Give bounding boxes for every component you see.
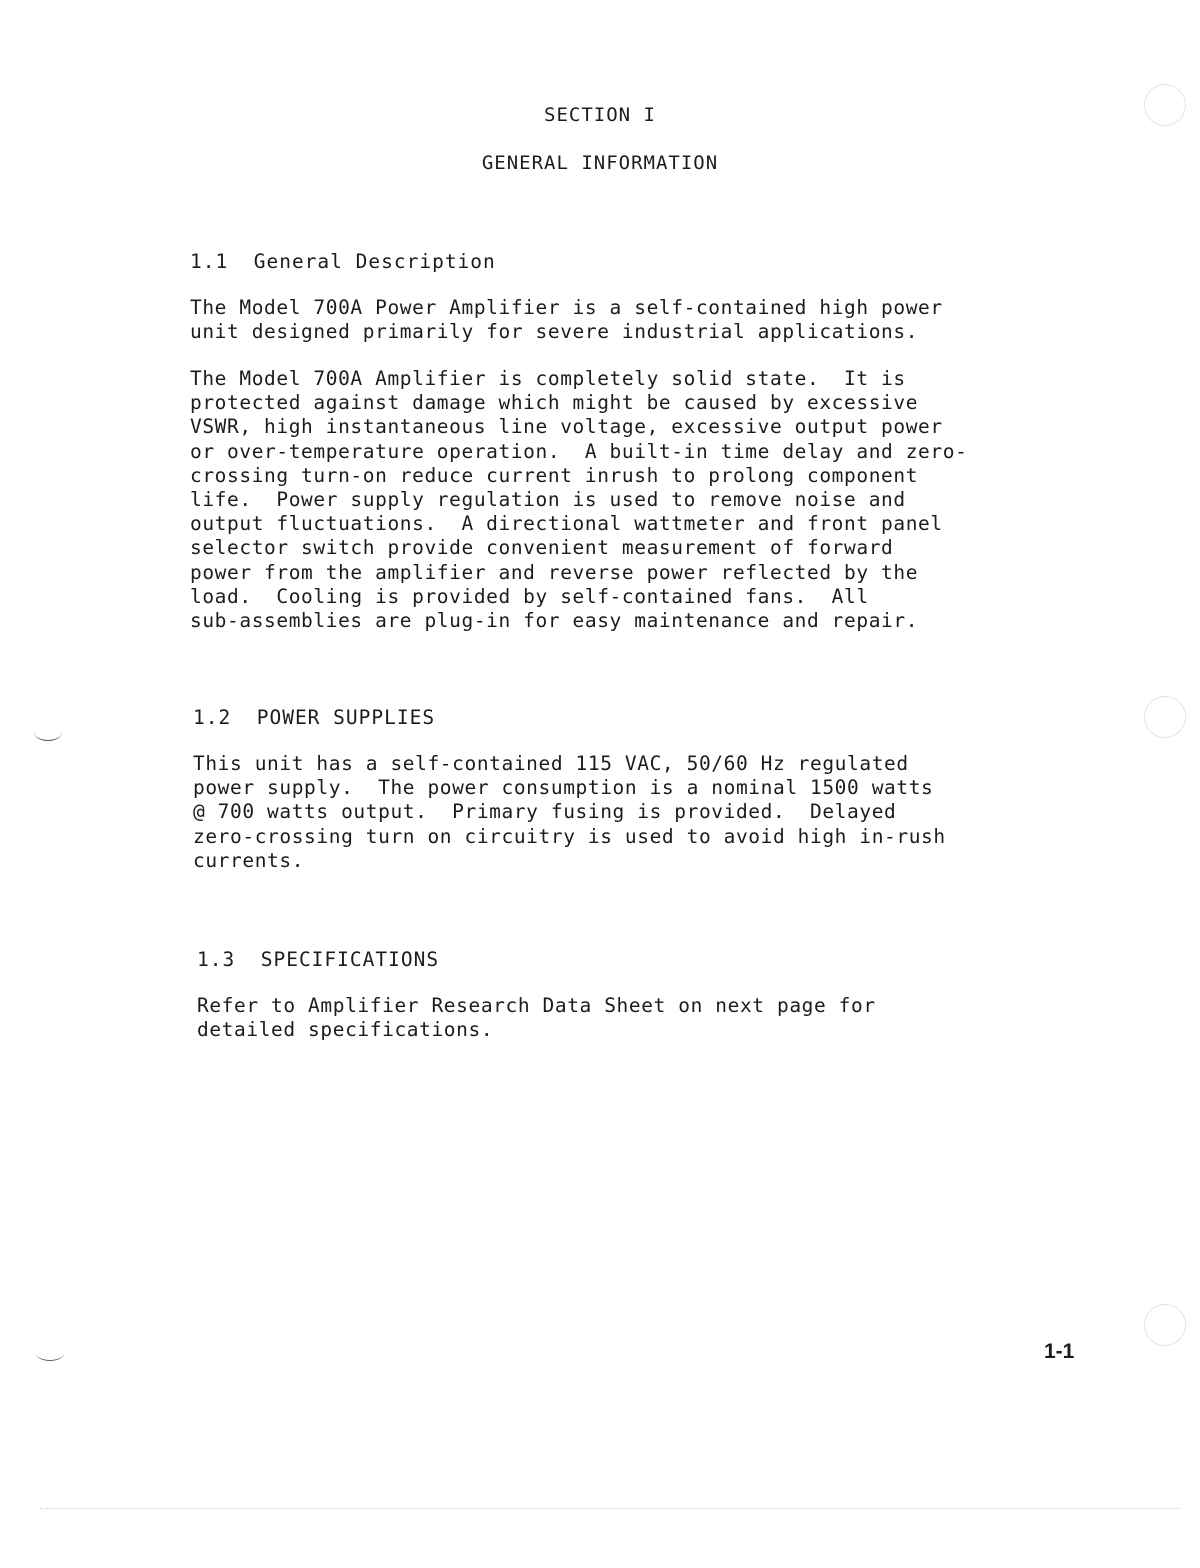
paragraph-specifications: Refer to Amplifier Research Data Sheet on next page for detailed specifications.: [197, 994, 876, 1042]
punch-hole-middle: [1144, 696, 1186, 738]
section-title: POWER SUPPLIES: [256, 706, 436, 729]
section-title: SPECIFICATIONS: [260, 948, 440, 971]
section-1-3-heading: [197, 948, 439, 971]
scan-edge-dots: [40, 1508, 1180, 1509]
section-number: 1.1: [190, 250, 229, 273]
section-1-2-heading: [193, 706, 435, 729]
punch-hole-bottom: [1144, 1304, 1186, 1346]
section-number: 1.2: [193, 706, 232, 729]
section-label: SECTION I: [544, 104, 656, 126]
section-1-1-heading: [190, 250, 496, 273]
paragraph-general-description-2: The Model 700A Amplifier is completely solid state. It is protected against damage which might be caused by excessive VSWR, high instantaneous line voltage, excessive output power or over-temperature operation. A built-in time delay and zero- crossing turn-on reduce current inrush to prolong component life. Power supply regulation is used to remove noise and output fluctuations. A directional wattmeter and front panel selector switch provide convenient measurement of forward power from the amplifier and reverse power reflected by the load. Cooling is provided by self-contained fans. All sub-assemblies are plug-in for easy maintenance and repair.: [190, 367, 968, 633]
page-number: 1-1: [1044, 1340, 1075, 1363]
scan-mark-middle: [34, 724, 62, 741]
section-number: 1.3: [197, 948, 236, 971]
punch-hole-top: [1144, 84, 1186, 126]
section-title: General Description: [253, 250, 496, 273]
paragraph-power-supplies: This unit has a self-contained 115 VAC, 50/60 Hz regulated power supply. The power consumption is a nominal 1500 watts @ 700 watts output. Primary fusing is provided. Delayed zero-crossing turn on circuitry is used to avoid high in-rush currents.: [193, 752, 946, 872]
paragraph-general-description-1: The Model 700A Power Amplifier is a self-contained high power unit designed primarily for severe industrial applications.: [190, 296, 943, 344]
scan-mark-bottom: [36, 1346, 64, 1361]
page-title: GENERAL INFORMATION: [481, 152, 719, 174]
